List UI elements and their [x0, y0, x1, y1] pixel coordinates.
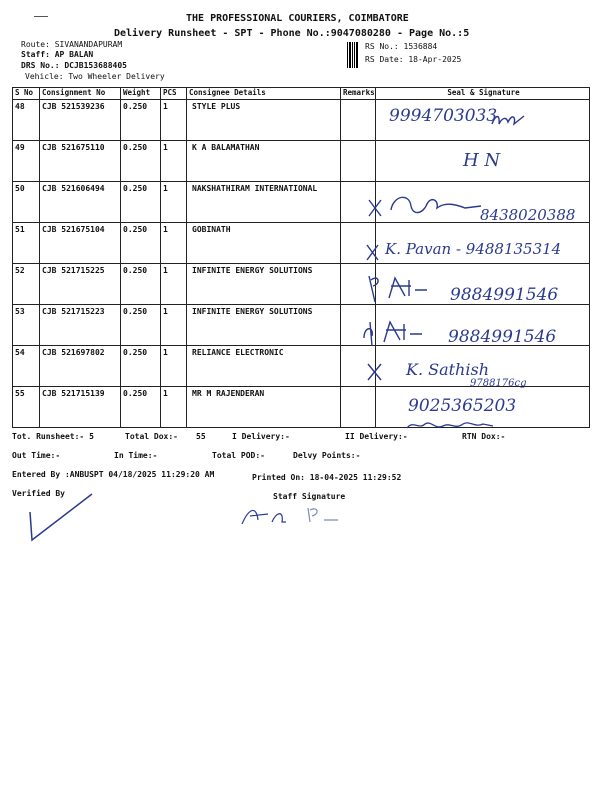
consignee-cell: K A BALAMATHAN	[192, 143, 260, 152]
consignee-cell: STYLE PLUS	[192, 102, 241, 111]
staff-label: Staff: AP BALAN	[21, 50, 94, 59]
verified-by-label: Verified By	[12, 489, 65, 498]
i-delivery-label: I Delivery:-	[232, 432, 290, 441]
pcs-cell: 1	[163, 307, 168, 316]
remarks-cell	[341, 100, 375, 104]
consignee-cell: MR M RAJENDERAN	[192, 389, 265, 398]
handwritten-phone-row53: 9884991546	[448, 327, 557, 347]
handwritten-phone-row50: 8438020388	[480, 206, 576, 224]
pcs-cell: 1	[163, 348, 168, 357]
rtn-dox-label: RTN Dox:-	[462, 432, 506, 441]
tick-mark	[365, 360, 389, 384]
drs-number: DRS No.: DCJB153688405	[21, 61, 127, 70]
total-dox-label: Total Dox:-	[125, 432, 178, 441]
entered-by: Entered By :ANBUSPT 04/18/2025 11:29:20 AM	[12, 470, 215, 479]
sno-cell: 50	[15, 184, 25, 193]
ii-delivery-label: II Delivery:-	[345, 432, 408, 441]
consignee-cell: INFINITE ENERGY SOLUTIONS	[192, 266, 313, 275]
weight-cell: 0.250	[123, 348, 148, 357]
consignee-cell: RELIANCE ELECTRONIC	[192, 348, 284, 357]
scan-mark	[34, 16, 48, 17]
pcs-cell: 1	[163, 184, 168, 193]
weight-cell: 0.250	[123, 184, 148, 193]
pcs-cell: 1	[163, 389, 168, 398]
table-row	[13, 141, 590, 182]
remarks-cell	[341, 141, 375, 145]
runsheet-title: Delivery Runsheet - SPT - Phone No.:9047080280 - Page No.:5	[114, 28, 470, 39]
handwritten-name-phone-row51: K. Pavan - 9488135314	[385, 240, 562, 258]
total-runsheet: Tot. Runsheet:- 5	[12, 432, 94, 441]
sno-cell: 55	[15, 389, 25, 398]
pcs-cell: 1	[163, 102, 168, 111]
col-header-consignee: Consignee Details	[187, 88, 341, 100]
signature-scribble	[365, 272, 435, 304]
signature-scribble	[490, 110, 526, 130]
staff-signature-label: Staff Signature	[273, 492, 346, 501]
staff-signature	[238, 500, 358, 530]
weight-cell: 0.250	[123, 389, 148, 398]
sno-cell: 52	[15, 266, 25, 275]
remarks-cell	[341, 305, 375, 309]
sno-cell: 53	[15, 307, 25, 316]
signature-scribble	[360, 318, 430, 348]
barcode	[347, 42, 358, 68]
consignment-cell: CJB 521539236	[42, 102, 105, 111]
consignment-cell: CJB 521606494	[42, 184, 105, 193]
handwritten-phone-row54: 9788176cg	[470, 378, 527, 389]
handwritten-name-row54: K. Sathish	[406, 360, 489, 379]
consignee-cell: INFINITE ENERGY SOLUTIONS	[192, 307, 313, 316]
consignment-cell: CJB 521715139	[42, 389, 105, 398]
verified-signature	[22, 490, 94, 546]
col-header-remarks: Remarks	[341, 88, 376, 100]
remarks-cell	[341, 387, 375, 391]
table-header-row	[13, 88, 590, 100]
pcs-cell: 1	[163, 225, 168, 234]
consignment-cell: CJB 521675104	[42, 225, 105, 234]
pcs-cell: 1	[163, 143, 168, 152]
company-title: THE PROFESSIONAL COURIERS, COIMBATORE	[186, 13, 409, 24]
weight-cell: 0.250	[123, 143, 148, 152]
weight-cell: 0.250	[123, 102, 148, 111]
remarks-cell	[341, 264, 375, 268]
consignment-cell: CJB 521715223	[42, 307, 105, 316]
consignment-cell: CJB 521697802	[42, 348, 105, 357]
route-label: Route: SIVANANDAPURAM	[21, 40, 123, 49]
handwritten-initials-row49: H N	[463, 150, 501, 171]
vehicle-label: Vehicle: Two Wheeler Delivery	[25, 72, 165, 81]
handwritten-phone-row48: 9994703033	[389, 106, 498, 126]
delivery-points-label: Delvy Points:-	[293, 451, 361, 460]
sno-cell: 48	[15, 102, 25, 111]
signature-scribble	[365, 190, 485, 226]
weight-cell: 0.250	[123, 307, 148, 316]
sno-cell: 49	[15, 143, 25, 152]
col-header-signature: Seal & Signature	[376, 88, 590, 100]
printed-on: Printed On: 18-04-2025 11:29:52	[252, 473, 402, 482]
weight-cell: 0.250	[123, 225, 148, 234]
sno-cell: 51	[15, 225, 25, 234]
in-time-label: In Time:-	[114, 451, 158, 460]
total-dox-value: 55	[196, 432, 206, 441]
consignment-cell: CJB 521715225	[42, 266, 105, 275]
sno-cell: 54	[15, 348, 25, 357]
out-time-label: Out Time:-	[12, 451, 61, 460]
rs-date: RS Date: 18-Apr-2025	[365, 55, 462, 64]
handwritten-phone-row52: 9884991546	[450, 285, 559, 305]
signature-scribble	[405, 418, 495, 432]
col-header-weight: Weight	[121, 88, 161, 100]
remarks-cell	[341, 182, 375, 186]
col-header-sno: S No	[13, 88, 40, 100]
weight-cell: 0.250	[123, 266, 148, 275]
pcs-cell: 1	[163, 266, 168, 275]
col-header-consignment: Consignment No	[40, 88, 121, 100]
rs-number: RS No.: 1536884	[365, 42, 438, 51]
consignment-cell: CJB 521675110	[42, 143, 105, 152]
consignee-cell: NAKSHATHIRAM INTERNATIONAL	[192, 184, 318, 193]
consignee-cell: GOBINATH	[192, 225, 231, 234]
handwritten-phone-row55: 9025365203	[408, 396, 517, 416]
col-header-pcs: PCS	[161, 88, 187, 100]
total-pod-label: Total POD:-	[212, 451, 265, 460]
